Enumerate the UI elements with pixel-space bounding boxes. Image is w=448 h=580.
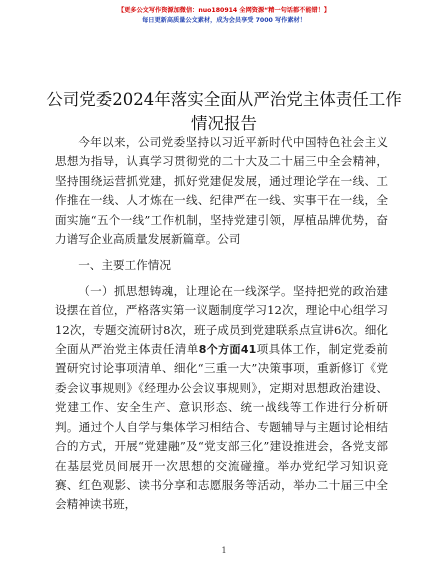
paragraph-text-c: 项具体工作，制定党委前置研究讨论事项清单、细化“三重一大”决策事项，重新修订《党委会议事规则》《经理办公会议事规则》，定期对思想政治建设、党建工作、安全生产、意识形态、统一战线等工作进行分析研判。通过个人自学与集体学习相结合、专题辅导与主题讨论相结合的方式，开展“党建融”及“党支部三化”建设推进会，各党支部在基层党员间展开一次思想的交流碰撞。举办党纪学习知识竞赛、红色观影、读书分享和志愿服务等活动，举办二十届三中全会精神读书班，	[55, 342, 388, 512]
document-title: 公司党委2024年落实全面从严治党主体责任工作情况报告	[46, 90, 402, 133]
intro-paragraph: 今年以来，公司党委坚持以习近平新时代中国特色社会主义思想为指导，认真学习贯彻党的二十大及二十届三中全会精神，坚持围绕运营抓党建，抓好党建促发展，通过理论学在一线、工作推在一线、人才炼在一线、纪律严在一线、实事干在一线，全面实施“五个一线”工作机制，坚持党建引领，厚植品牌优势，奋力谱写企业高质量发展新篇章。公司	[55, 135, 388, 247]
promo-banner	[0, 6, 448, 26]
paragraph-text-a: （一）抓思想铸魂，让理论在一线深学。坚持把党的政治建设摆在首位，严格落实第一议题制度学习12次，理论中心组学习12次，专题交流研讨8次，班子成员到党建联系点宣讲6次。细化全面从严治党主体责任清单	[55, 283, 388, 357]
page-number: 1	[221, 546, 227, 555]
section-paragraph	[55, 282, 388, 515]
promo-banner-line1: 【更多公文写作资源加微信：nuo180914 全网资源“精一句话都不能错！】	[117, 7, 331, 14]
paragraph-bold-text: 8个方面41	[198, 343, 257, 357]
document-body	[55, 133, 388, 515]
promo-banner-line2: 每日更新高质量公文素材，成为会员享受 7000 写作素材！	[142, 17, 306, 24]
section-heading: 一、主要工作情况	[78, 258, 171, 273]
